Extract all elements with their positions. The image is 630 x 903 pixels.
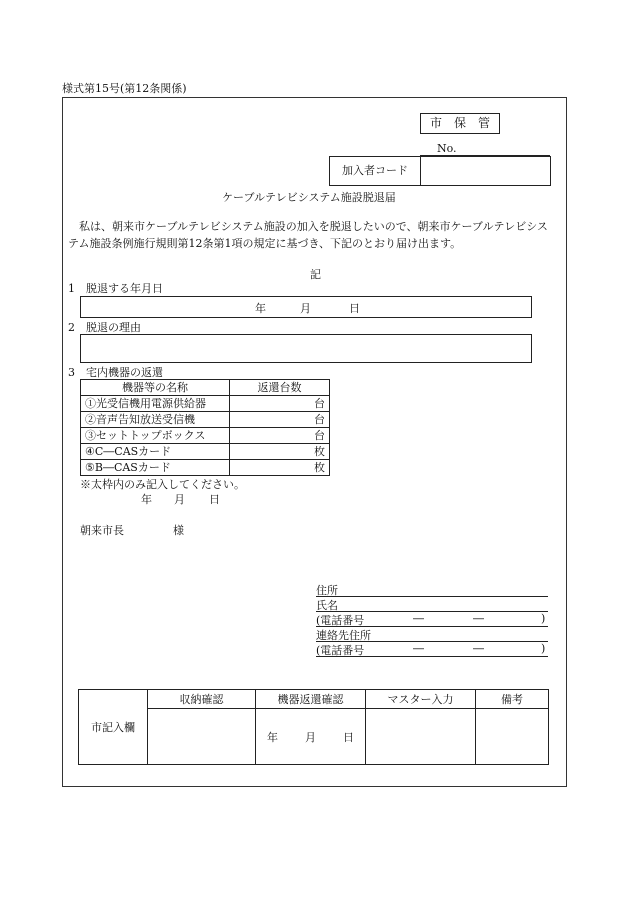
- equipment-name: ④C―CASカード: [81, 444, 230, 460]
- subscriber-code-box: [329, 156, 551, 186]
- phone2-close: ): [541, 642, 546, 655]
- return-count[interactable]: 台: [230, 412, 330, 428]
- form-title: ケーブルテレビシステム施設脱退届: [222, 191, 396, 204]
- section3-label: 3 宅内機器の返還: [68, 366, 163, 379]
- addressee-name: 朝来市長: [80, 524, 124, 537]
- reason-box[interactable]: [80, 334, 532, 363]
- return-year: 年: [267, 730, 278, 744]
- return-month: 月: [305, 730, 316, 744]
- phone2-dash-2: ―: [473, 642, 484, 655]
- equipment-table-header: [81, 380, 330, 396]
- office-record-table: [78, 689, 549, 765]
- phone-dash-2: ―: [473, 612, 484, 625]
- equipment-return-cell[interactable]: [256, 709, 366, 765]
- phone-label: (電話番号: [316, 614, 365, 627]
- form-number: 様式第15号(第12条関係): [62, 82, 187, 95]
- addressee-honorific: 様: [173, 524, 184, 537]
- name-label: 氏名: [316, 599, 338, 612]
- remarks-cell[interactable]: [476, 709, 549, 765]
- office-use-box: [420, 113, 500, 134]
- contact-address-label: 連絡先住所: [316, 629, 371, 642]
- date-year: 年: [141, 493, 152, 506]
- table-row: [81, 428, 330, 444]
- withdrawal-month: 月: [300, 302, 311, 315]
- section2-label: 2 脱退の理由: [68, 321, 141, 334]
- return-day: 日: [343, 730, 354, 744]
- receipt-check-cell[interactable]: [148, 709, 256, 765]
- master-input-cell[interactable]: [366, 709, 476, 765]
- equipment-name: ①光受信機用電源供給器: [81, 396, 230, 412]
- note-text: ※太枠内のみ記入してください。: [80, 478, 245, 491]
- return-count[interactable]: 枚: [230, 460, 330, 476]
- subscriber-code-label: 加入者コード: [330, 157, 421, 185]
- office-use-label: 市 保 管: [429, 116, 490, 130]
- table-row: [81, 396, 330, 412]
- master-input-header: マスター入力: [366, 690, 476, 709]
- table-row: [81, 412, 330, 428]
- table-row: [81, 460, 330, 476]
- equipment-name: ③セットトップボックス: [81, 428, 230, 444]
- body-text: 私は、朝来市ケーブルテレビシステム施設の加入を脱退したいので、朝来市ケーブルテレビシステム施設条例施行規則第12条第1項の規定に基づき、下記のとおり届け出ます。: [68, 220, 548, 250]
- equipment-return-header: 機器返還確認: [256, 690, 366, 709]
- remarks-header: 備考: [476, 690, 549, 709]
- date-day: 日: [209, 493, 220, 506]
- return-count[interactable]: 台: [230, 396, 330, 412]
- section1-label: 1 脱退する年月日: [68, 282, 163, 295]
- equipment-name: ②音声告知放送受信機: [81, 412, 230, 428]
- withdrawal-year: 年: [255, 302, 266, 315]
- date-month: 月: [174, 493, 185, 506]
- phone2-line[interactable]: [316, 656, 548, 657]
- equipment-table: [80, 379, 330, 476]
- withdrawal-date-box[interactable]: [80, 296, 532, 318]
- phone-close: ): [541, 612, 546, 625]
- phone2-dash-1: ―: [413, 642, 424, 655]
- office-record-header-row: [79, 690, 549, 709]
- return-count-header: 返還台数: [230, 380, 330, 396]
- address-line[interactable]: [316, 596, 548, 597]
- equipment-name-header: 機器等の名称: [81, 380, 230, 396]
- table-row: [81, 444, 330, 460]
- office-record-body-row: [79, 709, 549, 765]
- phone2-label: (電話番号: [316, 644, 365, 657]
- withdrawal-day: 日: [349, 302, 360, 315]
- return-count[interactable]: 台: [230, 428, 330, 444]
- address-label: 住所: [316, 584, 338, 597]
- equipment-name: ⑤B―CASカード: [81, 460, 230, 476]
- phone-dash-1: ―: [413, 612, 424, 625]
- office-record-label: 市記入欄: [79, 690, 148, 765]
- no-label: No.: [437, 142, 457, 155]
- return-count[interactable]: 枚: [230, 444, 330, 460]
- ki-label: 記: [310, 268, 321, 281]
- receipt-check-header: 収納確認: [148, 690, 256, 709]
